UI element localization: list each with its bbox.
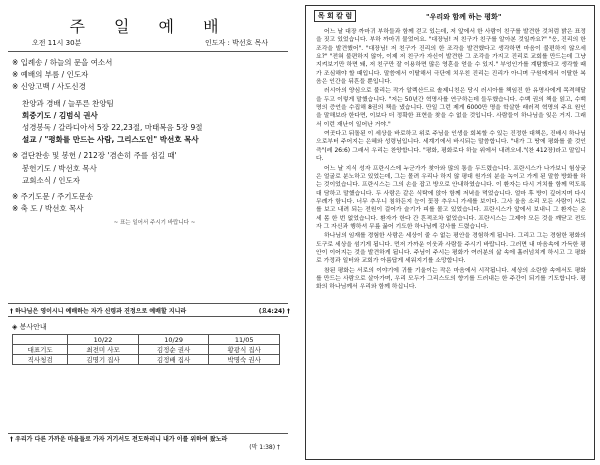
table-header-cell: 11/05: [209, 335, 280, 345]
order-item: 회중기도 / 김범식 권사: [22, 110, 98, 120]
column-paragraph: 어느 날 지식 성자 프란시스에 누군가가 찾아와 많의 통을 두드렸습니다. 프란시스가 나가보니 험상궂은 얼굴로 분노하고 있었는데, 그는 몰려 우리나 하지 않 평대 원가의 분을 녹이고 가게 된 말씀 방화를 하는 것이었습니다. 프란시스는 그의 손을 잡고 방으로 안내하였습니다. 이 환자는 다시 거치를 함께 먹도록 대 담하고 말했습니다. 두 사람은 같은 식탁에 앉아 함께 저녁을 먹었습니다. 얼마 후 방이 깊어지며 다시 무례가 함니다. 너무 추우니 침하든지 눈이 꽃장 추우니 가세를 보이다. 그사 울음 소리 모든 사람이 서로를 보고 내려 되는 전원이 걸어가 슬기가 피를 몰고 있었습니다. 프란시스가 앞에서 보내니 그 환자는 온 세 몸 한 번 없었습니다. 환자가 한다 간 흔적조차 없었습니다. 프란시스는 그제야 모든 것을 깨닫고 전도자 그 자신과 행하셔 무릎 꿇어 기도한 하나님께 감사를 드렸습니다.: [316, 165, 586, 230]
order-item: ※ 입례송 / 하늘의 문을 여소서: [12, 58, 113, 67]
table-cell: 직사청검: [13, 355, 68, 365]
column-paragraph: 어느 날 대장 까마귀 부하들과 함께 걷고 있는데, 저 앞에서 한 사람이 친구를 발견한 것처럼 밝은 표정을 짓고 있었습니다. 부하 까마귀 물었어요. "대장님! 저 친구가 친구를 알아본 것일까요?" "응, 진리의 한 조각을 발견했어". "대장님! 저 친구가 진리의 한 조각을 발견했다고 생각하면 마음이 불편하지 않으세요?" "전혀 불편하지 않아, 이제 저 친구가 자신이 발견한 그 조각을 가지고 진리로 교회를 만드는데 그냥 지켜보기만 하면 돼, 저 친구만 잘 이용하면 많은 영혼을 얻을 수 있지." 부엉인가를 계탐했다고 생각할 때가 조심해야 할 때입니다. 말씀에서 이탈해서 극단에 치우친 진리는 진리가 아니며 구원에게서 이탈한 복음은 인간을 뒤흔들 뿐입니다.: [316, 29, 586, 86]
order-item: ※ 축 도 / 박선호 목사: [12, 204, 84, 214]
scripture-verse: [10, 306, 290, 315]
divider: [8, 316, 288, 317]
order-item: 성경봉독 / 갈라디아서 5장 22,23절, 마태복음 5장 9절: [22, 122, 203, 132]
table-cell: 최전미 사모: [68, 345, 139, 355]
column-paragraph: 여곳다고 뒤돌된 이 세상을 바로하고 위로 주님을 인생을 회복할 수 있는 진정한 대책은, 진배시 하나님으로부터 주어지는 은혜와 성령님입니다. 세계기에서 바시되는 말씀합니다. "내가 그 땅에 평화를 줄 것인즉"(레 26:6) 그래서 우리는 찬양합니다. "평화, 평화로다 하늘 위에서 내려오네."(찬 412장)라고 말입니다.: [316, 131, 586, 163]
column-paragraph: 참된 평화는 서로의 이야기에 귀를 기울이는 작은 마음에서 시작됩니다. 세상의 소란함 속에서도 평화를 만드는 사람으로 살아가며, 우리 모두가 그리스도의 향기를 드러내는 한 주간이 되기를 기도합니다. 평화의 하나님께서 우리와 함께 하십니다.: [316, 267, 586, 291]
page-title: 주 일 예 배: [69, 17, 231, 36]
order-item: ※ 신앙고백 / 사도신경: [12, 82, 86, 92]
column-paragraph: 러시아의 양심으로 불리는 작가 알렉산드르 솔제니친은 당시 러시아를 책임진 한 유명사에게 목격해달을 두고 이렇게 말했습니다. "저는 50년간 혁명사를 연구하는데 들두했습니다. 수백 권의 책을 읽고, 수백 명의 증언을 수집해 8권의 책을 냈습니다. 만일 그런 제게 6000만 명을 학살한 래러적 혁명의 주요 원인을 말해보라 한다면, 이보다 더 정확한 표현을 찾을 수 없을 것입니다. 사람들이 하나님을 잊은 거지. 그래서 이런 재난이 일어난 거야.": [316, 88, 586, 128]
order-item: 찬양과 경배 / 늘푸른 찬양팀: [22, 98, 114, 108]
order-item: ※ 예배의 부름 / 인도자: [12, 70, 89, 80]
closing-verse-text: † 우리가 다른 가까운 마을들로 가자 거기서도 전도하리니 내가 이를 위하여 왔노라: [10, 436, 228, 443]
table-cell: 김정배 집사: [138, 355, 209, 365]
column-body: [316, 28, 586, 293]
divider: [8, 433, 288, 434]
order-item: 설교 / "평화를 만드는 사람, 그리스도인" 박선호 목사: [22, 135, 199, 145]
closing-verse: [10, 436, 290, 451]
service-time: 오전 11시 30분: [32, 39, 82, 47]
announcement-heading: ◈ 봉사안내: [12, 323, 47, 331]
column-paragraph: 하나님의 임재를 경험한 사람은 세상이 줄 수 없는 평안을 경험하게 됩니다. 그리고 그는 경험한 평화의 도구로 세상을 섬기게 됩니다. 먼저 가까운 이웃과 사람들 주시기 바랍니다. 그러면 내 마음속에 가득한 평안이 이어지는 것을 발견하게 됩니다. 주님이 주시는 평화가 여러분의 삶 속에 흘러넘치게 하시고 그 평화로 가정과 일터와 교회가 아름답게 세워지기를 소망합니다.: [316, 233, 586, 265]
table-header-cell: 10/29: [138, 335, 209, 345]
table-header-cell: 10/22: [68, 335, 139, 345]
table-cell: 김명기 집사: [68, 355, 139, 365]
divider: [8, 303, 288, 304]
service-table: [12, 334, 280, 365]
table-cell: 대표기도: [13, 345, 68, 355]
table-row: [13, 355, 280, 365]
order-item: ※ 주기도문 / 주기도문송: [12, 191, 94, 201]
divider: [8, 51, 288, 52]
table-cell: 박명숙 권사: [209, 355, 280, 365]
table-header-row: [13, 335, 280, 345]
table-row: [13, 345, 280, 355]
scripture-verse-text: † 하나님은 영이시니 예배하는 자가 신령과 진정으로 예배할 지니라: [10, 308, 187, 315]
worship-order-list: [12, 57, 297, 226]
column-title: "우리와 함께 하는 평화": [426, 13, 502, 21]
table-header-cell: [13, 335, 68, 345]
column-label: 목 회 칼 럼: [314, 10, 356, 22]
table-cell: 황광식 집사: [209, 345, 280, 355]
order-item: ※ 결단찬송 및 봉헌 / 212장 '겸손히 주를 섬길 때': [12, 151, 177, 161]
order-item: 봉헌기도 / 박선호 목사: [22, 163, 97, 173]
order-item: 교회소식 / 인도자: [22, 175, 81, 185]
scripture-verse-ref: (요4:24) †: [258, 308, 290, 315]
closing-verse-ref: (막 1:38) †: [249, 444, 280, 451]
table-cell: 김정순 권사: [138, 345, 209, 355]
service-leader: 인도자 : 박선호 목사: [205, 39, 269, 47]
standing-note: ~ 표는 일어서 주시기 바랍니다 ~: [113, 220, 196, 227]
pastor-column: [305, 5, 595, 460]
